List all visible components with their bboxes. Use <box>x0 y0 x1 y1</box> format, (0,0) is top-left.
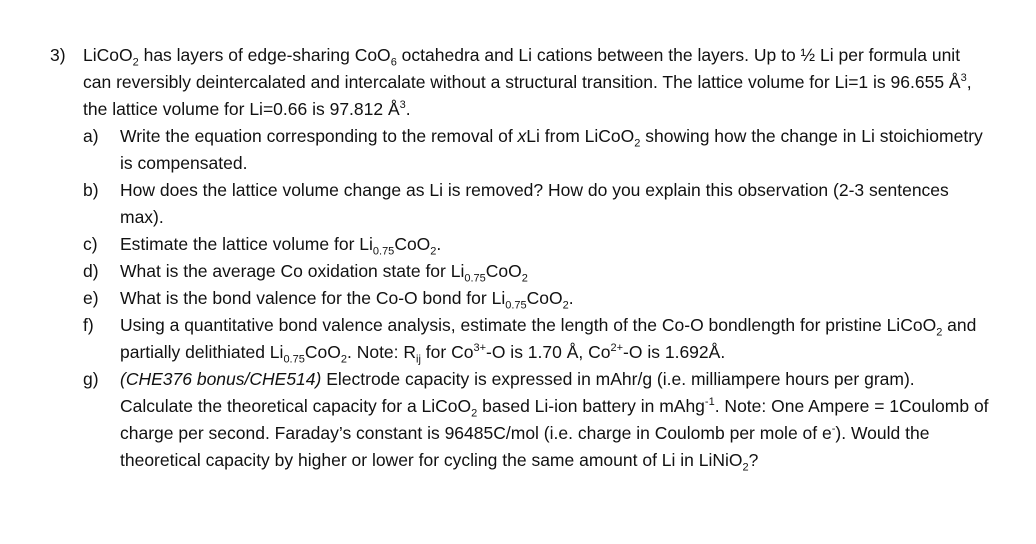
part-e <box>83 285 990 312</box>
superscript: - <box>831 423 836 436</box>
text-run: -O is 1.692Å. <box>623 342 726 362</box>
text-run: Li from LiCoO <box>526 126 635 146</box>
subscript: 2 <box>742 461 749 474</box>
text-run: Electrode capacity is expressed in mAhr/g (i.e. milliampere hours per gram). Calculate the theoretical capacity for a LiCoO <box>120 369 915 416</box>
question-intro <box>83 42 990 123</box>
text-run: showing how the change in Li stoichiometry is compensated. <box>120 126 983 173</box>
text-run: . Note: One Ampere = 1Coulomb of charge per second. Faraday’s constant is 96485C/mol (i.e. charge in Coulomb per mole of e <box>120 396 989 443</box>
text-run: ? <box>748 450 759 470</box>
text-run: CoO <box>304 342 341 362</box>
subscript: 0.75 <box>505 299 527 312</box>
part-letter: d) <box>83 261 99 281</box>
superscript: 3 <box>960 72 967 85</box>
text-run: based Li-ion battery in mAhg <box>477 396 705 416</box>
part-letter: g) <box>83 369 99 389</box>
part-text <box>120 258 990 285</box>
subscript: 2 <box>430 245 437 258</box>
superscript: 3+ <box>473 342 486 355</box>
text-run: How does the lattice volume change as Li is removed? How do you explain this observation (2-3 sentences max). <box>120 180 949 227</box>
text-run: for Co <box>420 342 474 362</box>
text-run: CoO <box>394 234 431 254</box>
part-text <box>120 177 990 231</box>
part-d <box>83 258 990 285</box>
subscript: 2 <box>521 272 528 285</box>
text-run: CoO <box>485 261 522 281</box>
text-run: . <box>436 234 442 254</box>
text-run: Write the equation corresponding to the removal of <box>120 126 518 146</box>
subscript: 2 <box>936 326 943 339</box>
intro-text: has layers of edge-sharing CoO <box>138 45 391 65</box>
text-run: CoO <box>526 288 563 308</box>
subscript: ij <box>416 353 421 366</box>
text-run: -O is 1.70 Å, Co <box>486 342 611 362</box>
part-f <box>83 312 990 366</box>
text-run: What is the average Co oxidation state for Li <box>120 261 465 281</box>
part-letter: e) <box>83 288 99 308</box>
text-run: and partially delithiated Li <box>120 315 977 362</box>
text-run-italic: x <box>517 126 527 146</box>
text-run: . <box>568 288 574 308</box>
text-run-italic: (CHE376 bonus/CHE514) <box>120 369 322 389</box>
intro-text: LiCoO <box>83 45 133 65</box>
superscript: -1 <box>704 396 715 409</box>
subscript: 0.75 <box>283 353 305 366</box>
subscript: 2 <box>634 137 641 150</box>
text-run: . Note: R <box>346 342 417 362</box>
text-run: Using a quantitative bond valence analysis, estimate the length of the Co-O bondlength for pristine LiCoO <box>120 315 937 335</box>
superscript: 3 <box>399 99 406 112</box>
question-3 <box>50 42 990 474</box>
subscript: 0.75 <box>464 272 486 285</box>
subscript: 2 <box>471 407 478 420</box>
part-letter: a) <box>83 126 99 146</box>
subscript: 2 <box>132 56 139 69</box>
part-letter: c) <box>83 234 98 254</box>
intro-text: , the lattice volume for Li=0.66 is 97.812 Å <box>83 72 972 119</box>
text-run: ). Would the theoretical capacity by higher or lower for cycling the same amount of Li in LiNiO <box>120 423 930 470</box>
text-run: What is the bond valence for the Co-O bond for Li <box>120 288 506 308</box>
part-a <box>83 123 990 177</box>
text-run: Estimate the lattice volume for Li <box>120 234 373 254</box>
part-text <box>120 312 990 366</box>
question-header <box>50 42 990 123</box>
question-number: 3) <box>50 45 66 65</box>
part-text <box>120 123 990 177</box>
subscript: 2 <box>562 299 569 312</box>
part-text <box>120 285 990 312</box>
part-letter: f) <box>83 315 94 335</box>
superscript: 2+ <box>610 342 624 355</box>
part-text <box>120 366 990 474</box>
part-b <box>83 177 990 231</box>
part-text <box>120 231 990 258</box>
subscript: 6 <box>390 56 397 69</box>
part-g <box>83 366 990 474</box>
subscript: 2 <box>340 353 347 366</box>
subscript: 0.75 <box>372 245 395 258</box>
intro-text: octahedra and Li cations between the layers. Up to ½ Li per formula unit can reversibly deintercalated and intercalate without a structural transition. The lattice volume for Li=1 is 96.655 Å <box>83 45 961 92</box>
intro-text: . <box>405 99 411 119</box>
sub-questions <box>83 123 990 474</box>
part-letter: b) <box>83 180 99 200</box>
part-c <box>83 231 990 258</box>
